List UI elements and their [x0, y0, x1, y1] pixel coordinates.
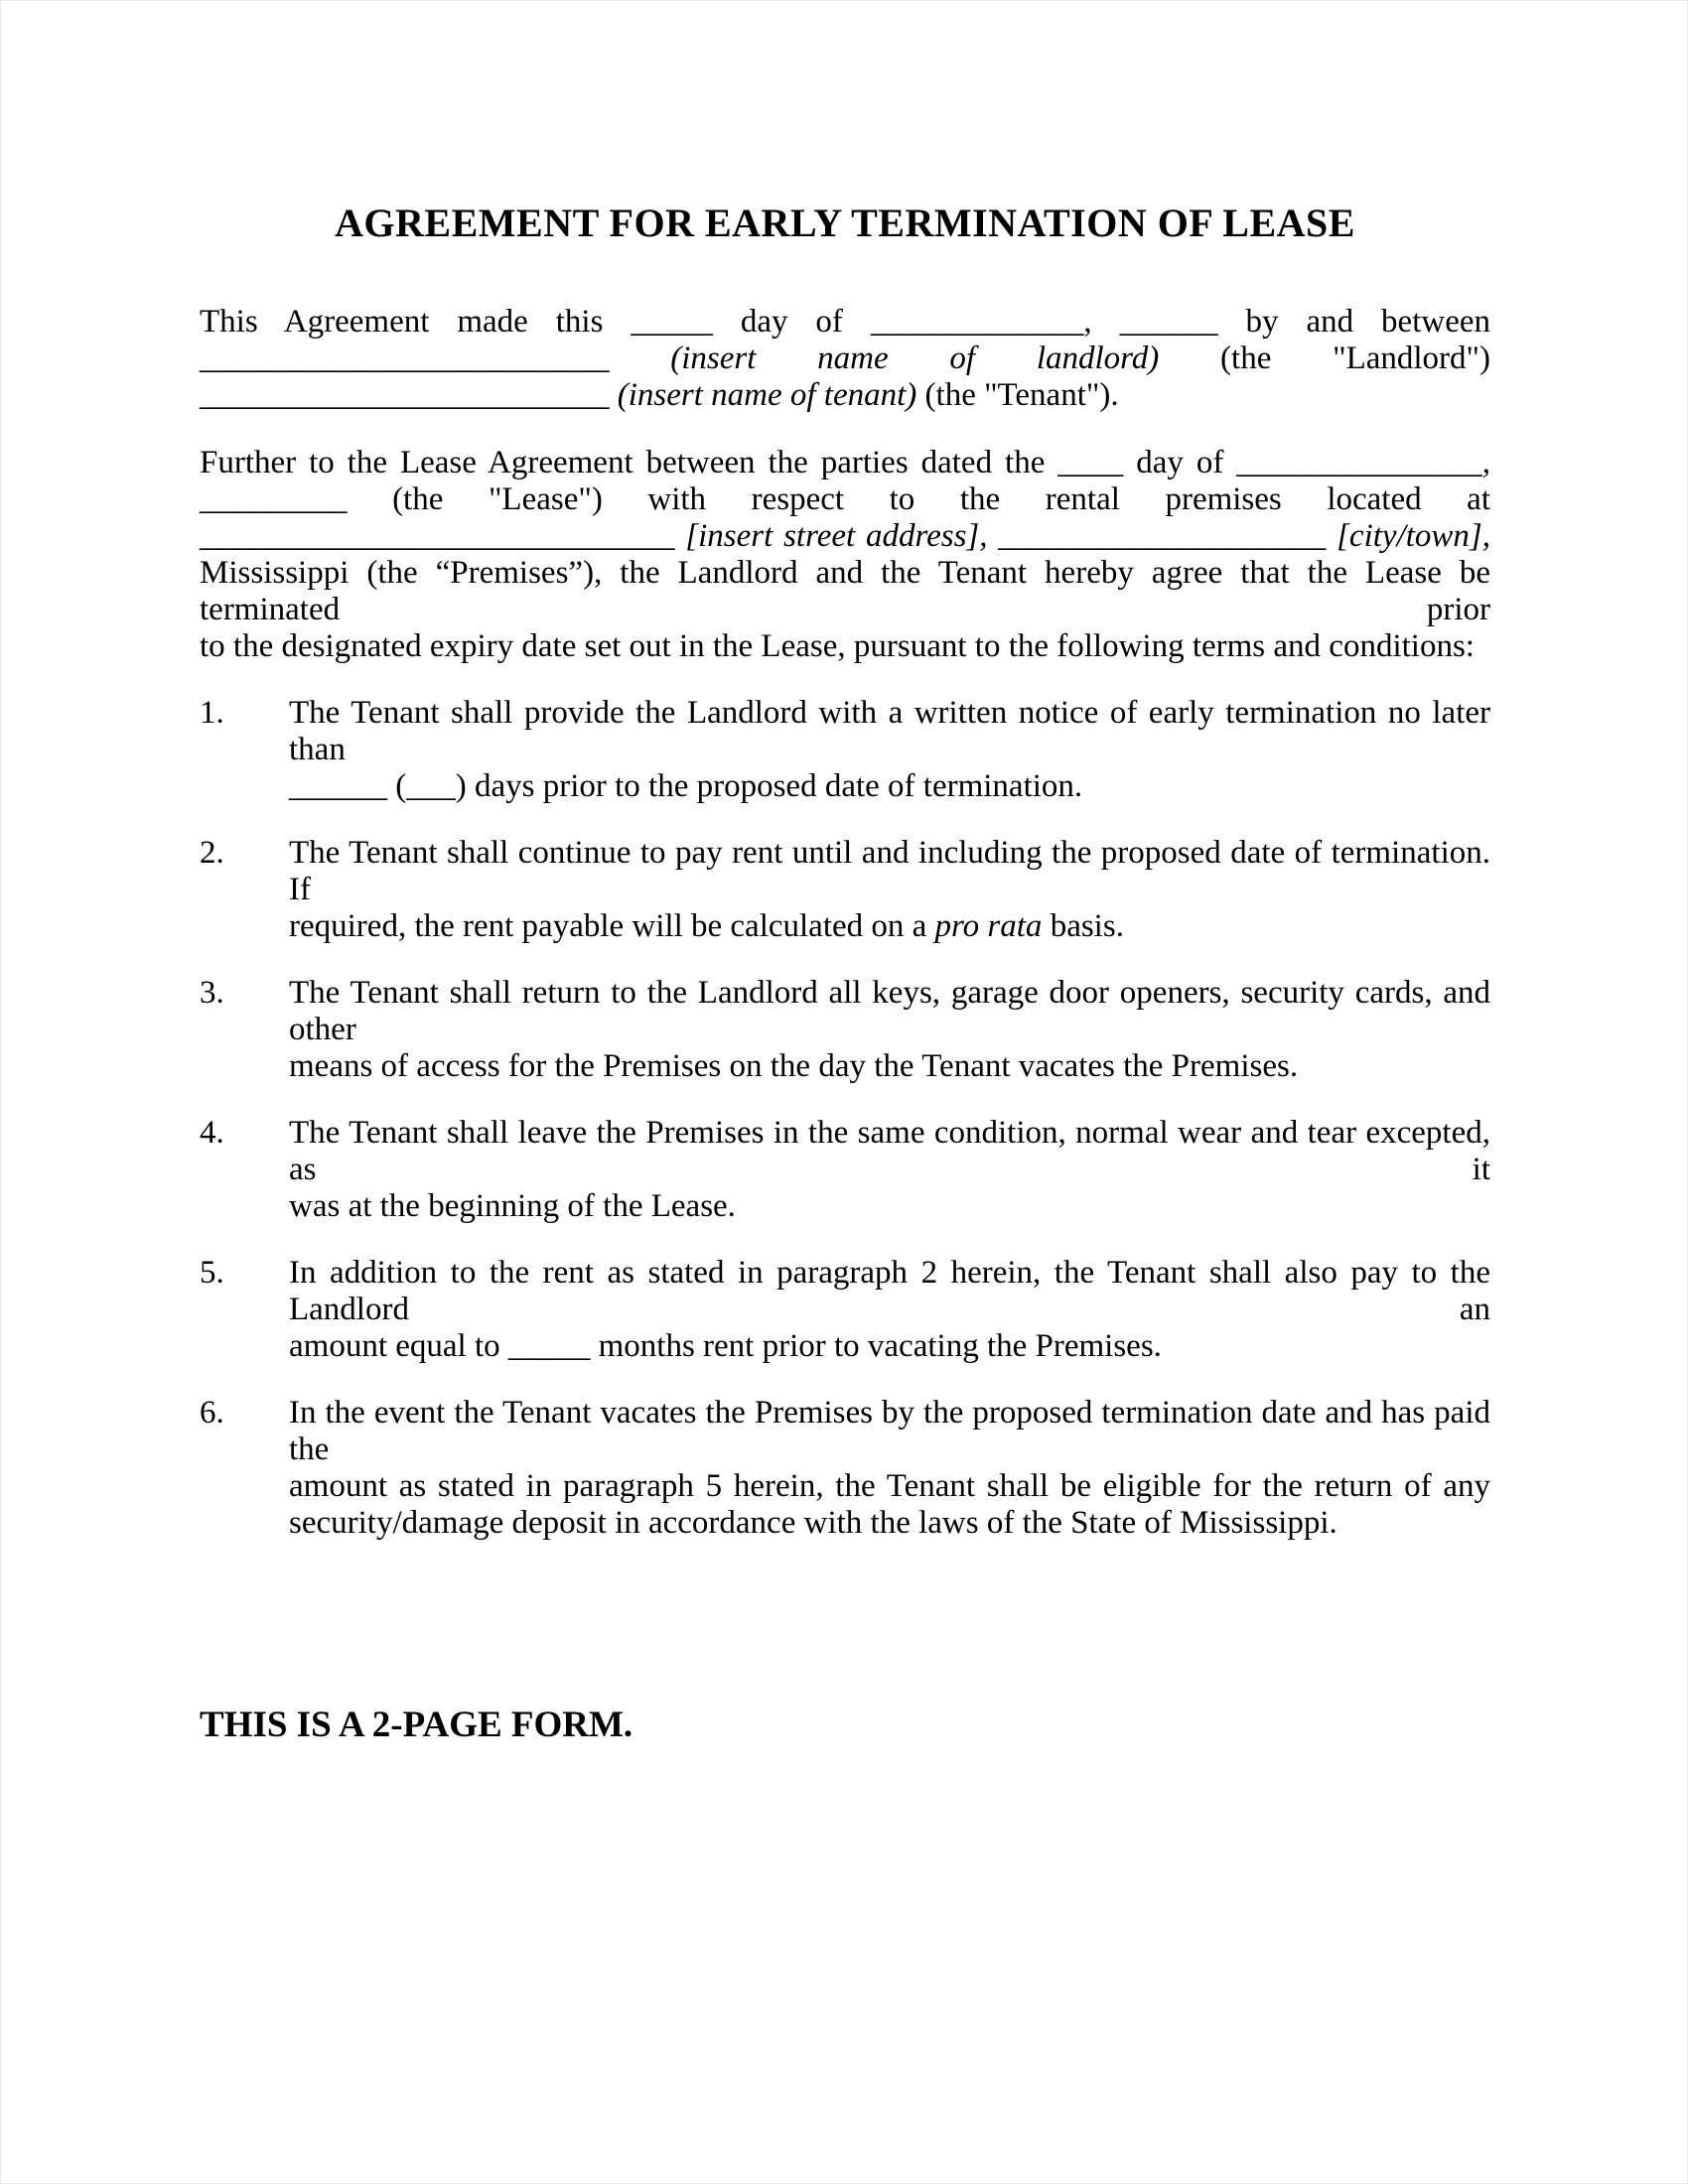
text-run: (the "Landlord") — [1159, 341, 1491, 376]
blank-field: _________ (the "Lease") with respect to the rental premises located at — [200, 481, 1490, 517]
text-run: Further to the Lease Agreement between the parties dated the ____ day of _______________, — [200, 445, 1490, 480]
text-line — [200, 445, 1490, 481]
term-item — [200, 695, 1490, 805]
text-run: (the "Tenant"). — [916, 377, 1119, 413]
italic-text-run: [city/town], — [1336, 518, 1491, 554]
term-item — [200, 1115, 1490, 1225]
text-line — [289, 1115, 1490, 1188]
text-line — [200, 481, 1490, 518]
text-run: In addition to the rent as stated in paragraph 2 herein, the Tenant shall also pay to the Landlord an — [289, 1255, 1490, 1327]
term-number: 5. — [200, 1255, 224, 1291]
text-run: This Agreement made this _____ day of _____________, ______ by and between — [200, 304, 1490, 340]
text-line — [289, 1048, 1490, 1085]
term-number: 1. — [200, 695, 224, 731]
text-line — [200, 304, 1490, 341]
document-content — [200, 1, 1490, 1747]
blank-field: _____________________________ — [200, 518, 686, 554]
text-run: The Tenant shall return to the Landlord all keys, garage door openers, security cards, and other — [289, 975, 1490, 1047]
term-item — [200, 1395, 1490, 1542]
term-item — [200, 975, 1490, 1085]
text-run: The Tenant shall continue to pay rent until and including the proposed date of termination. If — [289, 835, 1490, 907]
term-number: 6. — [200, 1395, 224, 1431]
term-number: 3. — [200, 975, 224, 1011]
text-run: security/damage deposit in accordance with the laws of the State of Mississippi. — [289, 1505, 1337, 1541]
page-title: AGREEMENT FOR EARLY TERMINATION OF LEASE — [335, 201, 1355, 245]
text-line — [200, 341, 1490, 377]
text-line — [289, 695, 1490, 768]
text-line — [200, 377, 1490, 414]
text-line — [289, 908, 1490, 945]
term-number: 2. — [200, 835, 224, 871]
text-run: was at the beginning of the Lease. — [289, 1188, 736, 1224]
text-line — [289, 1395, 1490, 1468]
text-line — [289, 975, 1490, 1048]
text-run: amount as stated in paragraph 5 herein, the Tenant shall be eligible for the return of any — [289, 1468, 1490, 1504]
text-line — [289, 768, 1490, 805]
blank-field: _________________________ — [200, 341, 671, 376]
blank-field: _________________________ — [200, 377, 618, 413]
text-run: amount equal to _____ months rent prior to vacating the Premises. — [289, 1328, 1162, 1364]
text-run: basis. — [1042, 908, 1124, 944]
text-run: to the designated expiry date set out in the Lease, pursuant to the following terms and conditions: — [200, 628, 1475, 664]
text-run: Mississippi (the “Premises”), the Landlord and the Tenant hereby agree that the Lease be terminated prior — [200, 555, 1490, 627]
paragraph — [200, 445, 1490, 665]
term-number: 4. — [200, 1115, 224, 1151]
term-item — [200, 1255, 1490, 1365]
text-line — [289, 1255, 1490, 1328]
text-run: In the event the Tenant vacates the Premises by the proposed termination date and has paid the — [289, 1395, 1490, 1467]
intro-paragraphs — [200, 304, 1490, 665]
text-line — [289, 1505, 1490, 1542]
numbered-terms-list — [200, 695, 1490, 1542]
text-line — [200, 628, 1490, 665]
blank-field: ______ (___) days prior to the proposed date of termination. — [289, 768, 1083, 804]
text-line — [200, 555, 1490, 628]
text-run: means of access for the Premises on the day the Tenant vacates the Premises. — [289, 1048, 1299, 1084]
text-line — [289, 1328, 1490, 1365]
text-run: The Tenant shall leave the Premises in the same condition, normal wear and tear excepted, as it — [289, 1115, 1490, 1187]
term-item — [200, 835, 1490, 945]
text-line — [289, 835, 1490, 908]
page-count-note: THIS IS A 2-PAGE FORM. — [200, 1705, 633, 1745]
text-run: ____________________ — [987, 518, 1337, 554]
text-run: The Tenant shall provide the Landlord with a written notice of early termination no later than — [289, 695, 1490, 767]
italic-text-run: (insert name of landlord) — [670, 341, 1160, 376]
text-line — [200, 518, 1490, 555]
text-line — [289, 1188, 1490, 1225]
text-line — [289, 1468, 1490, 1505]
italic-text-run: pro rata — [934, 908, 1043, 944]
paragraph — [200, 304, 1490, 414]
italic-text-run: (insert name of tenant) — [617, 377, 917, 413]
text-run: required, the rent payable will be calculated on a — [289, 908, 935, 944]
italic-text-run: [insert street address], — [685, 518, 988, 554]
